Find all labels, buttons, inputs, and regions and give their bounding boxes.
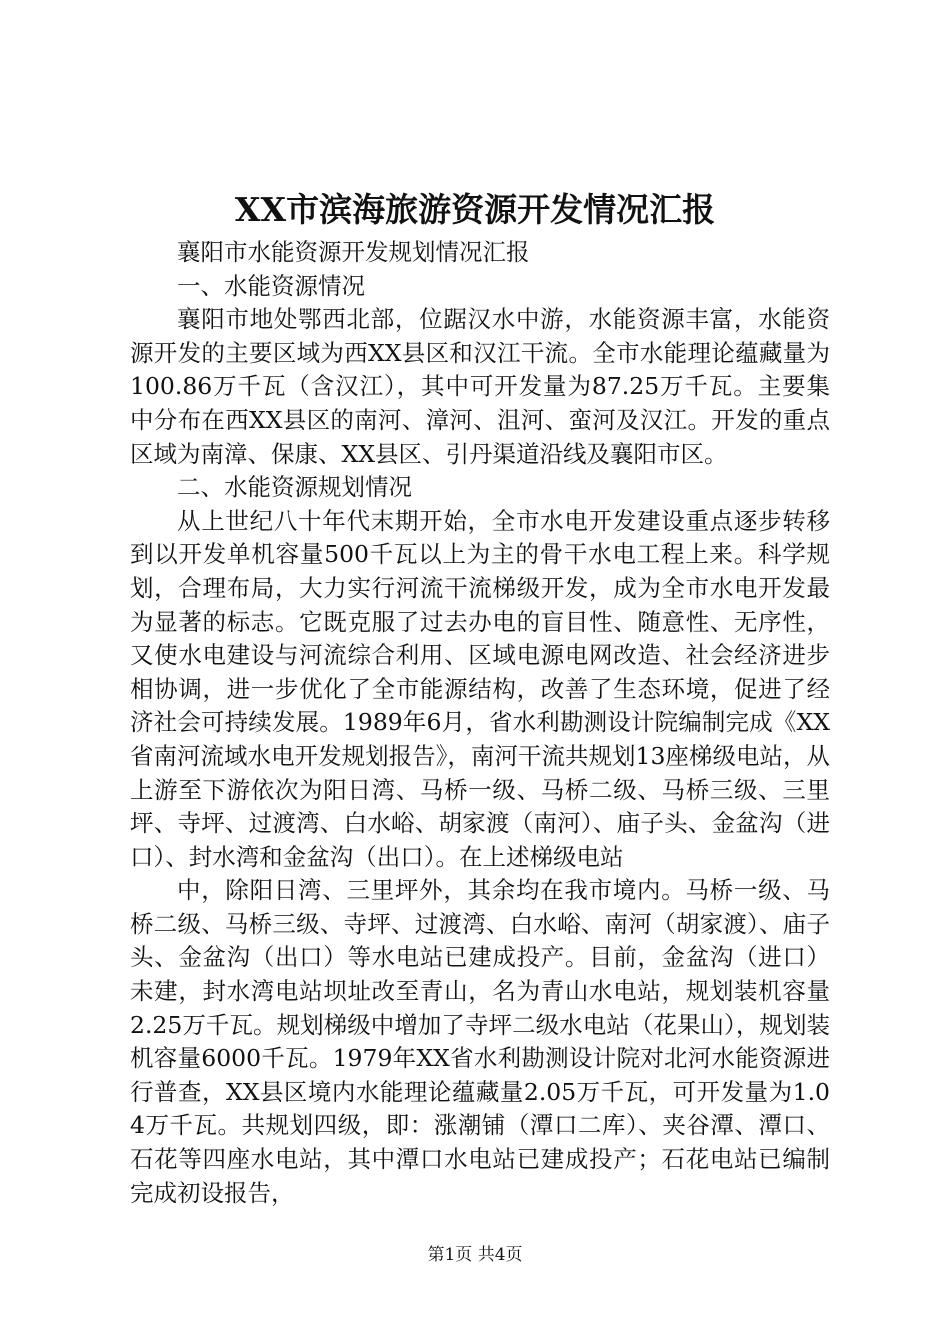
section-heading-1: 一、水能资源情况 xyxy=(177,271,365,300)
paragraph-2: 从上世纪八十年代末期开始，全市水电开发建设重点逐步转移到以开发单机容量500千瓦以上为主的骨干水电工程上来。科学规划，合理布局，大力实行河流干流梯级开发，成为全市水电开发最为显著的标志。它既克服了过去办电的盲目性、随意性、无序性，又使水电建设与河流综合利用、区域电源电网改造、社会经济进步相协调，进一步优化了全市能源结构，改善了生态环境，促进了经济社会可持续发展。1989年6月，省水利勘测设计院编制完成《XX省南河流域水电开发规划报告》，南河干流共规划13座梯级电站，从上游至下游依次为阳日湾、马桥一级、马桥二级、马桥三级、三里坪、寺坪、过渡湾、白水峪、胡家渡（南河）、庙子头、金盆沟（进口）、封水湾和金盆沟（出口）。在上述梯级电站 xyxy=(130,506,830,871)
section-heading-2: 二、水能资源规划情况 xyxy=(177,473,412,502)
document-body xyxy=(130,236,830,1210)
paragraph-3: 中，除阳日湾、三里坪外，其余均在我市境内。马桥一级、马桥二级、马桥三级、寺坪、过渡湾、白水峪、南河（胡家渡）、庙子头、金盆沟（出口）等水电站已建成投产。目前，金盆沟（进口）未建，封水湾电站坝址改至青山，名为青山水电站，规划装机容量2.25万千瓦。规划梯级中增加了寺坪二级水电站（花果山），规划装机容量6000千瓦。1979年XX省水利勘测设计院对北河水能资源进行普查，XX县区境内水能理论蕴藏量2.05万千瓦，可开发量为1.04万千瓦。共规划四级，即：涨潮铺（潭口二库）、夹谷潭、潭口、石花等四座水电站，其中潭口水电站已建成投产；石花电站已编制完成初设报告， xyxy=(130,876,830,1207)
paragraph-subtitle: 襄阳市水能资源开发规划情况汇报 xyxy=(177,238,530,266)
document-title: XX市滨海旅游资源开发情况汇报 xyxy=(234,190,716,229)
paragraph-1: 襄阳市地处鄂西北部，位踞汉水中游，水能资源丰富，水能资源开发的主要区域为西XX县区和汉江干流。全市水能理论蕴藏量为100.86万千瓦（含汉江），其中可开发量为87.25万千瓦。主要集中分布在西XX县区的南河、漳河、沮河、蛮河及汉江。开发的重点区域为南漳、保康、XX县区、引丹渠道沿线及襄阳市区。 xyxy=(130,305,830,468)
page-number-footer: 第1页 共4页 xyxy=(427,1245,523,1265)
